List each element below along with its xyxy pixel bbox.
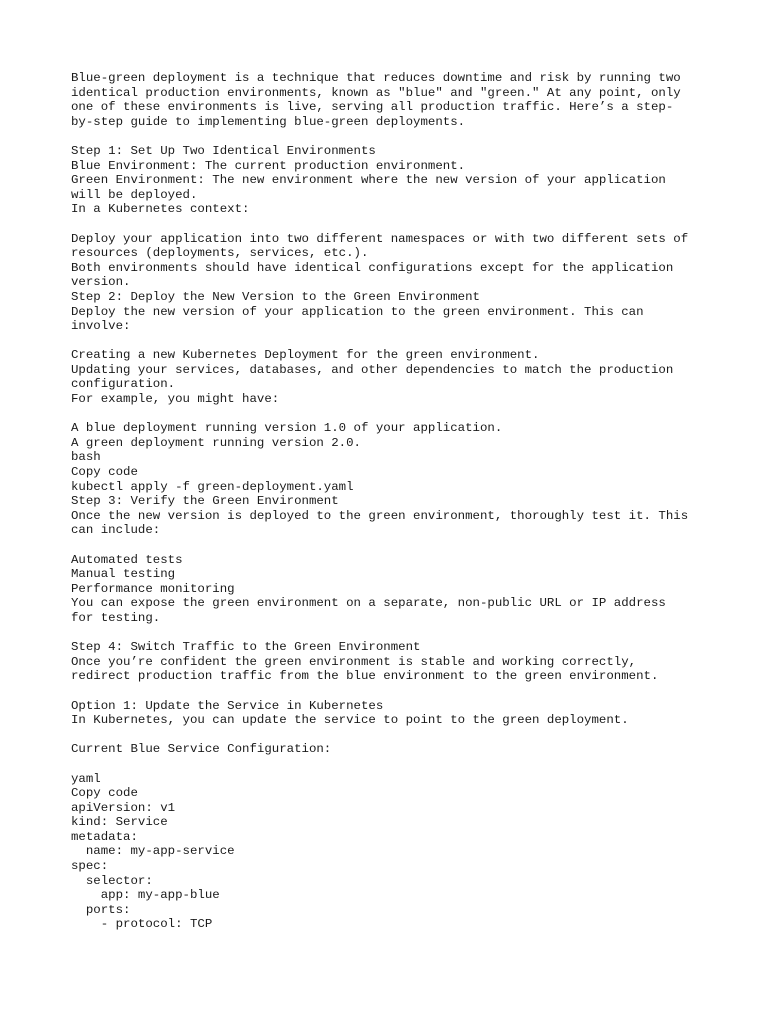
text-line: resources (deployments, services, etc.). xyxy=(71,246,369,261)
text-line: Step 1: Set Up Two Identical Environments xyxy=(71,143,376,158)
text-line: - protocol: TCP xyxy=(71,917,213,932)
document-page xyxy=(71,71,731,932)
text-line: Once the new version is deployed to the green environment, thoroughly test it. This xyxy=(71,508,689,523)
text-line: ports: xyxy=(71,902,131,917)
text-line xyxy=(71,626,731,641)
text-line: metadata: xyxy=(71,829,138,844)
text-line: redirect production traffic from the blue environment to the green environment. xyxy=(71,669,659,684)
text-line xyxy=(71,728,731,743)
text-line: bash xyxy=(71,450,101,465)
text-line: will be deployed. xyxy=(71,187,198,202)
text-line xyxy=(71,334,731,349)
text-line xyxy=(71,757,731,772)
text-line: by-step guide to implementing blue-green deployments. xyxy=(71,114,466,129)
text-line: Once you’re confident the green environment is stable and working correctly, xyxy=(71,654,637,669)
text-line: one of these environments is live, serving all production traffic. Here’s a step- xyxy=(71,100,674,115)
text-line xyxy=(71,407,731,422)
text-line: for testing. xyxy=(71,610,161,625)
text-line: You can expose the green environment on a separate, non-public URL or IP address xyxy=(71,596,666,611)
text-line xyxy=(71,129,731,144)
text-line: Automated tests xyxy=(71,552,183,567)
text-line: selector: xyxy=(71,873,153,888)
text-line: Blue-green deployment is a technique that reduces downtime and risk by running two xyxy=(71,71,681,85)
text-line xyxy=(71,217,731,232)
text-line: A blue deployment running version 1.0 of your application. xyxy=(71,421,503,436)
text-line: Manual testing xyxy=(71,567,176,582)
text-line xyxy=(71,684,731,699)
text-line: Step 2: Deploy the New Version to the Green Environment xyxy=(71,289,480,304)
text-line: kind: Service xyxy=(71,815,168,830)
text-line: Step 3: Verify the Green Environment xyxy=(71,494,339,509)
text-line: apiVersion: v1 xyxy=(71,800,176,815)
text-line: kubectl apply -f green-deployment.yaml xyxy=(71,479,354,494)
text-line: version. xyxy=(71,275,131,290)
text-line: Deploy your application into two different namespaces or with two different sets of xyxy=(71,231,689,246)
text-line: Deploy the new version of your application to the green environment. This can xyxy=(71,304,644,319)
text-line: Blue Environment: The current production environment. xyxy=(71,158,466,173)
text-line: app: my-app-blue xyxy=(71,888,220,903)
text-line: identical production environments, known as "blue" and "green." At any point, only xyxy=(71,85,681,100)
text-line: In a Kubernetes context: xyxy=(71,202,250,217)
text-line: name: my-app-service xyxy=(71,844,235,859)
text-line: Performance monitoring xyxy=(71,581,235,596)
text-line: Copy code xyxy=(71,465,138,480)
text-line: Creating a new Kubernetes Deployment for the green environment. xyxy=(71,348,540,363)
text-line: Step 4: Switch Traffic to the Green Environment xyxy=(71,640,421,655)
text-line: Current Blue Service Configuration: xyxy=(71,742,332,757)
text-line: Updating your services, databases, and other dependencies to match the production xyxy=(71,362,674,377)
text-line: yaml xyxy=(71,771,101,786)
text-line: A green deployment running version 2.0. xyxy=(71,435,361,450)
text-line: For example, you might have: xyxy=(71,392,280,407)
text-line: configuration. xyxy=(71,377,176,392)
text-line xyxy=(71,538,731,553)
text-line: involve: xyxy=(71,319,131,334)
text-line: Green Environment: The new environment where the new version of your application xyxy=(71,173,666,188)
text-line: Copy code xyxy=(71,786,138,801)
text-line: can include: xyxy=(71,523,161,538)
text-line: Both environments should have identical configurations except for the application xyxy=(71,260,674,275)
text-line: Option 1: Update the Service in Kubernetes xyxy=(71,698,384,713)
text-line: spec: xyxy=(71,859,109,874)
text-line: In Kubernetes, you can update the service to point to the green deployment. xyxy=(71,713,629,728)
